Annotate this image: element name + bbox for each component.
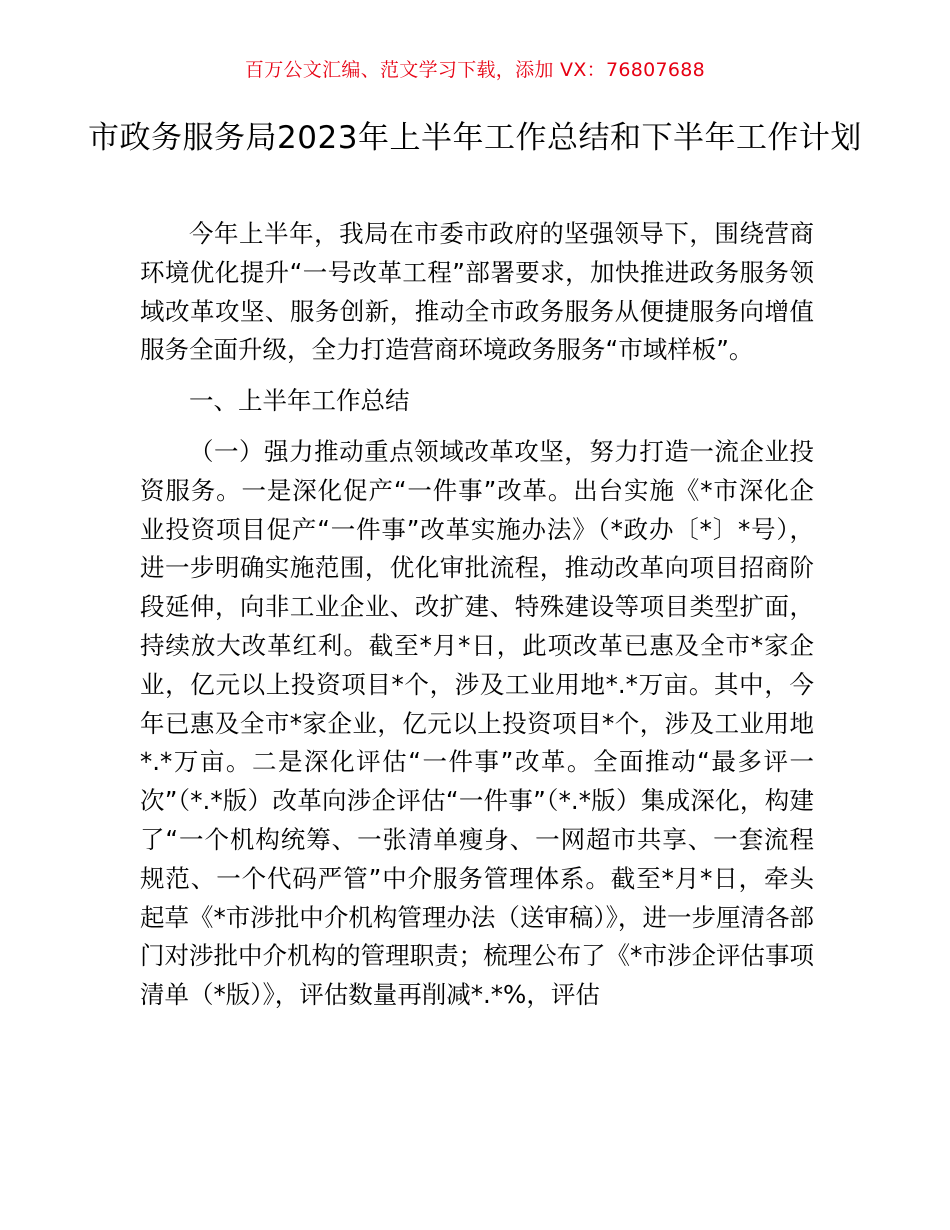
watermark-banner: 百万公文汇编、范文学习下载，添加 VX：76807688 [244, 59, 706, 81]
document-title: 市政务服务局2023年上半年工作总结和下半年工作计划 [88, 120, 862, 156]
section-heading: 一、上半年工作总结 [189, 386, 410, 416]
section-item-paragraph: （一）强力推动重点领域改革攻坚，努力打造一流企业投资服务。一是深化促产“一件事”改革。出台实施《*市深化企业投资项目促产“一件事”改革实施办法》（*政办〔*〕*号），进一步明确实施范围，优化审批流程，推动改革向项目招商阶段延伸，向非工业企业、改扩建、特殊建设等项目类型扩面，持续放大改革红利。截至*月*日，此项改革已惠及全市*家企业，亿元以上投资项目*个，涉及工业用地*.*万亩。其中，今年已惠及全市*家企业，亿元以上投资项目*个，涉及工业用地*.*万亩。二是深化评估“一件事”改革。全面推动“最多评一次”（*.*版）改革向涉企评估“一件事”（*.*版）集成深化，构建了“一个机构统筹、一张清单瘦身、一网超市共享、一套流程规范、一个代码严管”中介服务管理体系。截至*月*日，牵头起草《*市涉批中介机构管理办法（送审稿）》，进一步厘清各部门对涉批中介机构的管理职责；梳理公布了《*市涉企评估事项清单（*版）》，评估数量再削减*.*%，评估 [140, 436, 814, 1010]
intro-paragraph: 今年上半年，我局在市委市政府的坚强领导下，围绕营商环境优化提升“一号改革工程”部署要求，加快推进政务服务领域改革攻坚、服务创新，推动全市政务服务从便捷服务向增值服务全面升级，全力打造营商环境政务服务“市域样板”。 [140, 219, 814, 365]
document-body [140, 215, 814, 1027]
